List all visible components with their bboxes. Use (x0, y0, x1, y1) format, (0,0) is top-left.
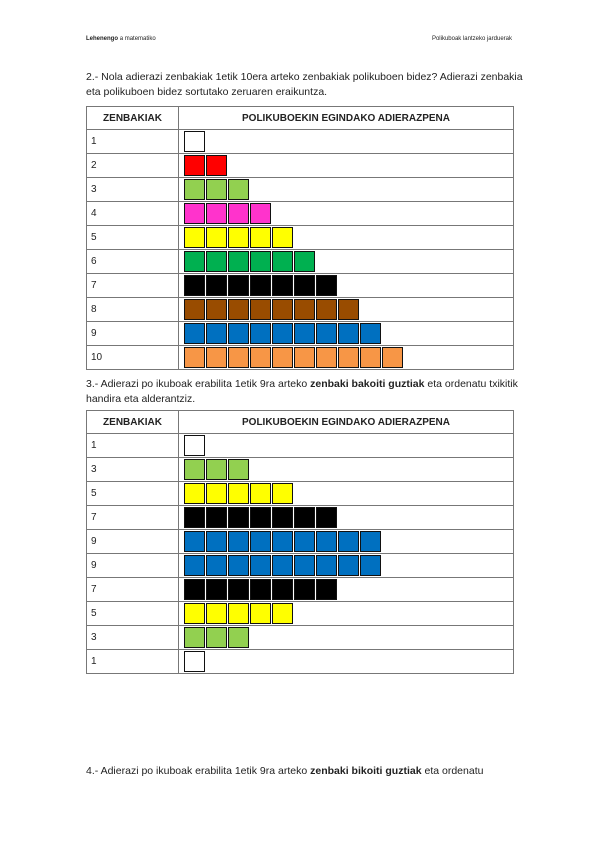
cube (184, 347, 205, 368)
table-row (87, 650, 514, 674)
cube (250, 531, 271, 552)
cube-cell (179, 250, 514, 274)
col-header-numbers: ZENBAKIAK (87, 411, 179, 434)
table-row (87, 346, 514, 370)
cube-row (184, 155, 513, 176)
table-row (87, 602, 514, 626)
q4-pre: 4.- Adierazi po ikuboak erabilita 1etik 9ra arteko (86, 765, 311, 777)
cube (294, 275, 315, 296)
cube-cell (179, 626, 514, 650)
cube (250, 347, 271, 368)
table-row (87, 322, 514, 346)
cube (184, 651, 205, 672)
cube-row (184, 251, 513, 272)
cube (184, 179, 205, 200)
cube (184, 483, 205, 504)
cube-cell (179, 482, 514, 506)
cube (228, 603, 249, 624)
cube (250, 275, 271, 296)
cube (228, 251, 249, 272)
cube (250, 203, 271, 224)
cube (316, 347, 337, 368)
number-label: 9 (87, 322, 179, 346)
cube (250, 579, 271, 600)
cube (316, 275, 337, 296)
cube (250, 507, 271, 528)
cube-cell (179, 130, 514, 154)
cube (184, 131, 205, 152)
cube (206, 275, 227, 296)
cube-row (184, 323, 513, 344)
q4-bold: zenbaki bikoiti guztiak (310, 765, 422, 777)
number-label: 10 (87, 346, 179, 370)
table-header-row (87, 107, 514, 130)
cube (250, 483, 271, 504)
question-2: 2.- Nola adierazi zenbakiak 1etik 10era arteko zenbakiak polikuboen bidez? Adierazi zenbakia eta polikuboen bidez sortutako zeruaren eraikuntza. (86, 71, 523, 98)
cube-row (184, 275, 513, 296)
number-label: 9 (87, 554, 179, 578)
number-label: 5 (87, 602, 179, 626)
cube (206, 203, 227, 224)
table-row (87, 578, 514, 602)
cube (250, 227, 271, 248)
number-label: 4 (87, 202, 179, 226)
cube (360, 323, 381, 344)
cube (338, 531, 359, 552)
cube (250, 323, 271, 344)
cube (206, 603, 227, 624)
q3-bold: zenbaki bakoiti guztiak (310, 378, 425, 390)
cube-row (184, 507, 513, 528)
cube (206, 483, 227, 504)
cube (184, 579, 205, 600)
table-row (87, 274, 514, 298)
table-row (87, 482, 514, 506)
cube (316, 579, 337, 600)
cube (184, 627, 205, 648)
cube (206, 579, 227, 600)
cube (228, 579, 249, 600)
table-row (87, 458, 514, 482)
cube (272, 275, 293, 296)
cube (228, 323, 249, 344)
cube-row (184, 579, 513, 600)
cube (272, 251, 293, 272)
cube-row (184, 435, 513, 456)
table-row (87, 434, 514, 458)
cube-row (184, 483, 513, 504)
cube (206, 507, 227, 528)
cube (228, 179, 249, 200)
number-label: 3 (87, 178, 179, 202)
table-row (87, 202, 514, 226)
cube (250, 251, 271, 272)
header-left-rest: a matematiko (119, 36, 156, 42)
cube (228, 347, 249, 368)
cube (206, 531, 227, 552)
cube-cell (179, 458, 514, 482)
cube (184, 459, 205, 480)
number-label: 1 (87, 650, 179, 674)
cube (316, 531, 337, 552)
cube (338, 347, 359, 368)
col-header-representation: POLIKUBOEKIN EGINDAKO ADIERAZPENA (179, 107, 514, 130)
cube-row (184, 299, 513, 320)
cube-cell (179, 530, 514, 554)
cube (272, 323, 293, 344)
cube-row (184, 179, 513, 200)
cube (338, 323, 359, 344)
cube (294, 251, 315, 272)
cube (228, 531, 249, 552)
cube (228, 459, 249, 480)
cube (272, 227, 293, 248)
table-row (87, 530, 514, 554)
cube (272, 555, 293, 576)
cube (206, 627, 227, 648)
cube-cell (179, 578, 514, 602)
cube-cell (179, 274, 514, 298)
cube-row (184, 459, 513, 480)
cube (316, 555, 337, 576)
cube (360, 531, 381, 552)
cube (206, 299, 227, 320)
table-row (87, 250, 514, 274)
cube (272, 483, 293, 504)
cube (316, 323, 337, 344)
cube (184, 603, 205, 624)
table-row (87, 226, 514, 250)
col-header-numbers: ZENBAKIAK (87, 107, 179, 130)
cube (272, 507, 293, 528)
number-label: 5 (87, 226, 179, 250)
cube (272, 531, 293, 552)
cube (338, 299, 359, 320)
table-row (87, 178, 514, 202)
cube (228, 483, 249, 504)
cube-cell (179, 226, 514, 250)
cube (294, 347, 315, 368)
header-right: Polikuboak lantzeko jarduerak (431, 36, 512, 42)
table-row (87, 554, 514, 578)
cube-row (184, 651, 513, 672)
cube (250, 555, 271, 576)
cube (206, 555, 227, 576)
cube (360, 555, 381, 576)
cube (360, 347, 381, 368)
cube (206, 323, 227, 344)
number-label: 7 (87, 578, 179, 602)
cube (228, 227, 249, 248)
cube (272, 579, 293, 600)
header-left (86, 36, 156, 42)
cube (184, 507, 205, 528)
cube (250, 603, 271, 624)
cube (272, 603, 293, 624)
cube (228, 299, 249, 320)
cube (184, 555, 205, 576)
cube-cell (179, 178, 514, 202)
cube (294, 555, 315, 576)
cube (228, 555, 249, 576)
cube (250, 299, 271, 320)
cube-row (184, 555, 513, 576)
cube-row (184, 603, 513, 624)
cube (294, 531, 315, 552)
cube-cell (179, 154, 514, 178)
number-label: 8 (87, 298, 179, 322)
cube (338, 555, 359, 576)
cube (206, 459, 227, 480)
cube-cell (179, 202, 514, 226)
cube-row (184, 347, 513, 368)
table-row (87, 298, 514, 322)
table-row (87, 154, 514, 178)
cube (206, 179, 227, 200)
cube (184, 323, 205, 344)
cube (184, 299, 205, 320)
table-row (87, 626, 514, 650)
cube-row (184, 227, 513, 248)
number-label: 7 (87, 506, 179, 530)
number-label: 5 (87, 482, 179, 506)
question-3 (86, 377, 526, 407)
table-odd-numbers (86, 410, 514, 674)
cube (184, 203, 205, 224)
cube (294, 323, 315, 344)
col-header-representation: POLIKUBOEKIN EGINDAKO ADIERAZPENA (179, 411, 514, 434)
cube (206, 347, 227, 368)
cube (316, 299, 337, 320)
header-left-bold: Lehenengo (86, 36, 119, 42)
number-label: 2 (87, 154, 179, 178)
cube (294, 507, 315, 528)
cube-cell (179, 434, 514, 458)
cube-row (184, 531, 513, 552)
cube (316, 507, 337, 528)
cube-cell (179, 322, 514, 346)
cube (206, 251, 227, 272)
cube (228, 507, 249, 528)
cube-cell (179, 506, 514, 530)
cube-row (184, 131, 513, 152)
number-label: 3 (87, 626, 179, 650)
cube-cell (179, 346, 514, 370)
number-label: 6 (87, 250, 179, 274)
cube (184, 531, 205, 552)
number-label: 3 (87, 458, 179, 482)
number-label: 1 (87, 130, 179, 154)
cube (228, 627, 249, 648)
number-label: 9 (87, 530, 179, 554)
q3-pre: 3.- Adierazi po ikuboak erabilita 1etik 9ra arteko (86, 378, 311, 390)
cube (206, 155, 227, 176)
table-odd-even-1-10 (86, 106, 514, 370)
cube-cell (179, 554, 514, 578)
question-4 (86, 764, 526, 779)
q3-post: eta ordenatu txikitik handira eta alderantziz. (86, 378, 518, 405)
cube (184, 227, 205, 248)
cube (382, 347, 403, 368)
table-row (87, 506, 514, 530)
cube (228, 275, 249, 296)
cube (206, 227, 227, 248)
number-label: 1 (87, 434, 179, 458)
cube (184, 251, 205, 272)
number-label: 7 (87, 274, 179, 298)
cube-cell (179, 650, 514, 674)
cube (294, 299, 315, 320)
cube (184, 275, 205, 296)
cube (184, 435, 205, 456)
cube-cell (179, 298, 514, 322)
cube (294, 579, 315, 600)
table-header-row (87, 411, 514, 434)
cube (272, 347, 293, 368)
cube-row (184, 203, 513, 224)
q4-post: eta ordenatu (421, 765, 484, 777)
cube (272, 299, 293, 320)
cube-row (184, 627, 513, 648)
cube (228, 203, 249, 224)
cube (184, 155, 205, 176)
table-row (87, 130, 514, 154)
cube-cell (179, 602, 514, 626)
